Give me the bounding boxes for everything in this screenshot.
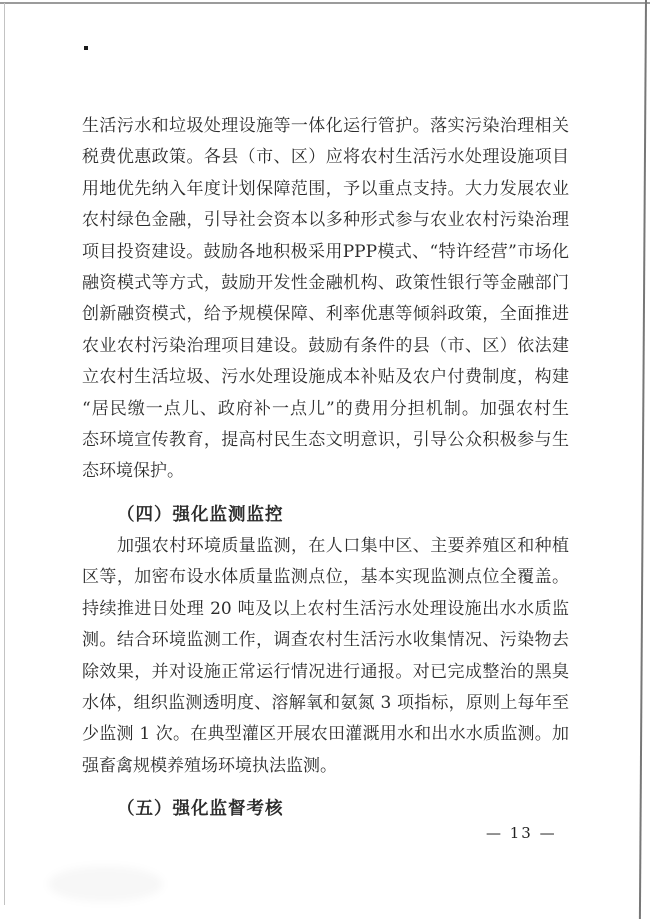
text-line: 农业农村污染治理项目建设。鼓励有条件的县（市、区）依法建: [82, 335, 569, 356]
text-line: 少监测 1 次。在典型灌区开展农田灌溉用水和出水水质监测。加: [82, 724, 569, 745]
text-line: 测。结合环境监测工作，调查农村生活污水收集情况、污染物去: [82, 630, 569, 651]
text-line: 加强农村环境质量监测，在人口集中区、主要养殖区和种植: [117, 536, 569, 557]
scan-edge-left: [4, 3, 5, 905]
text-line: 项目投资建设。鼓励各地积极采用PPP模式、“特许经营”市场化: [82, 241, 569, 262]
text-line: 水体，组织监测透明度、溶解氧和氨氮 3 项指标，原则上每年至: [82, 693, 569, 714]
ink-dot-artifact: [84, 46, 88, 50]
document-body: [82, 111, 569, 826]
scan-smudge-artifact: [48, 866, 163, 902]
section-heading-5: （五）强化监督考核: [117, 799, 284, 820]
section-heading-4: （四）强化监测监控: [117, 504, 284, 525]
text-line: 创新融资模式，给予规模保障、利率优惠等倾斜政策，全面推进: [82, 304, 569, 325]
scan-edge-right: [639, 0, 647, 919]
text-line: 立农村生活垃圾、污水处理设施成本补贴及农户付费制度，构建: [82, 367, 569, 388]
text-line: 农村绿色金融，引导社会资本以多种形式参与农业农村污染治理: [82, 210, 569, 231]
text-line: 持续推进日处理 20 吨及以上农村生活污水处理设施出水水质监: [82, 598, 569, 619]
text-line: 态环境保护。: [82, 461, 184, 482]
text-line: 税费优惠政策。各县（市、区）应将农村生活污水处理设施项目: [82, 147, 569, 168]
page-number: — 13 —: [486, 824, 557, 842]
text-line: 强畜禽规模养殖场环境执法监测。: [82, 755, 337, 776]
text-line: 态环境宣传教育，提高村民生态文明意识，引导公众积极参与生: [82, 429, 569, 450]
text-line: 融资模式等方式，鼓励开发性金融机构、政策性银行等金融部门: [82, 272, 569, 293]
text-line: 用地优先纳入年度计划保障范围，予以重点支持。大力发展农业: [82, 178, 569, 199]
text-line: 区等，加密布设水体质量监测点位，基本实现监测点位全覆盖。: [82, 567, 569, 588]
text-line: 除效果，并对设施正常运行情况进行通报。对已完成整治的黑臭: [82, 661, 569, 682]
text-line: 生活污水和垃圾处理设施等一体化运行管护。落实污染治理相关: [82, 116, 569, 136]
text-line: “居民缴一点儿、政府补一点儿”的费用分担机制。加强农村生: [82, 398, 569, 419]
scan-edge-top: [0, 2, 650, 4]
